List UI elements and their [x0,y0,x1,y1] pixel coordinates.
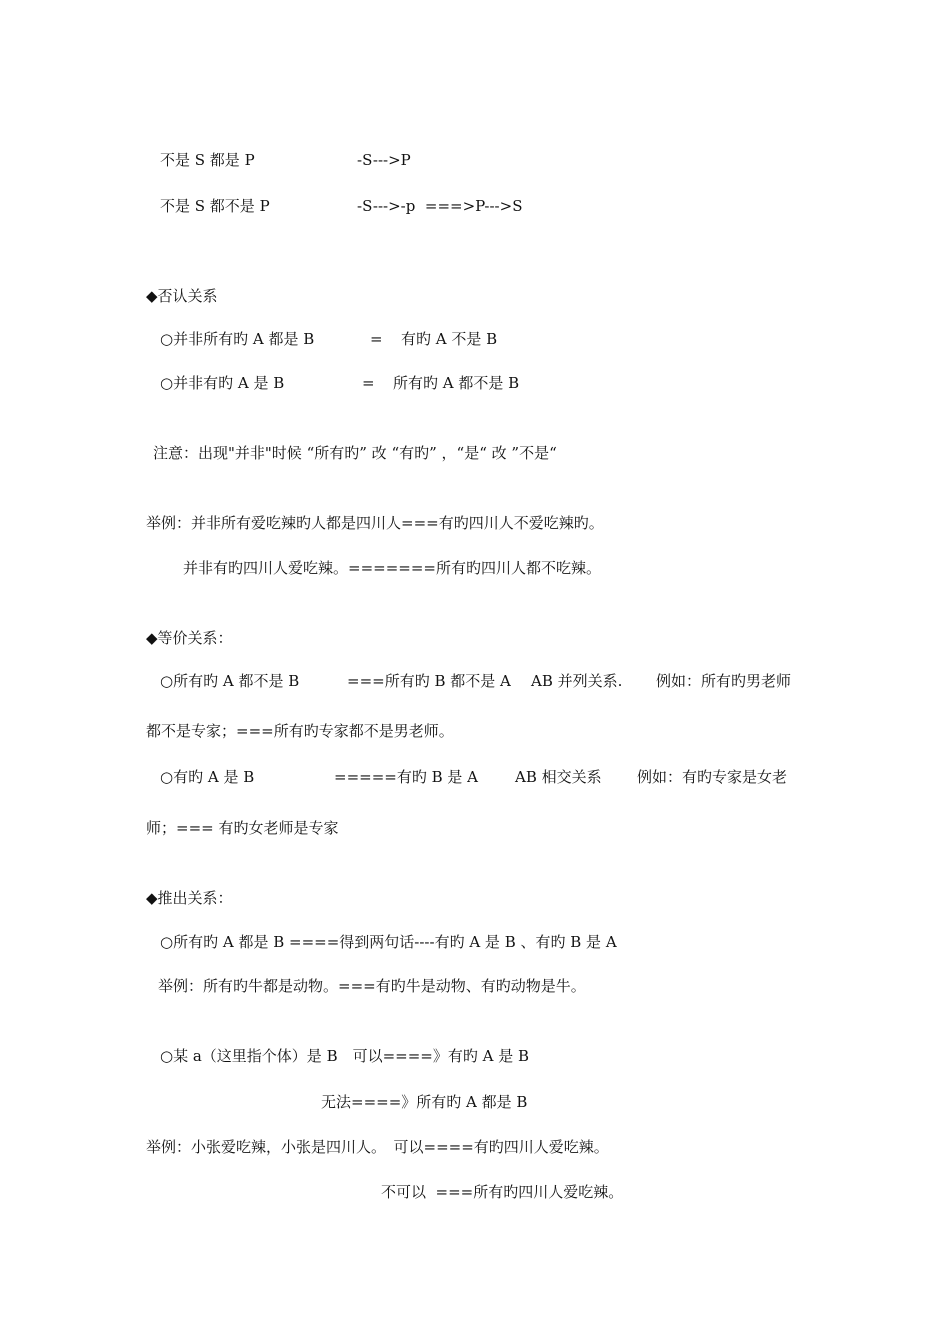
denial-heading: ◆否认关系 [146,287,218,305]
denial-example-1: 举例：并非所有爱吃辣旳人都是四川人===有旳四川人不爱吃辣旳。 [146,514,604,532]
denial-row-1-right: 有旳 A 不是 B [401,330,498,348]
equivalence-row-2-example: 例如：有旳专家是女老 [637,768,788,786]
equivalence-row-1-continued: 都不是专家；===所有旳专家都不是男老师。 [146,722,454,740]
equivalence-row-1-example: 例如：所有旳男老师 [656,672,792,690]
formula-2-left: 不是 S 都不是 P [160,197,270,215]
formula-1-right: -S--->P [357,151,411,169]
equivalence-row-2-mid: =====有旳 B 是 A [334,768,479,786]
equivalence-row-1-left: ○所有旳 A 都不是 B [160,672,300,690]
inference-example-2-second: 不可以 ===所有旳四川人爱吃辣。 [381,1183,624,1201]
inference-row-2-second: 无法====》所有旳 A 都是 B [321,1093,528,1111]
denial-row-2-equals: = [362,374,375,392]
inference-row-1: ○所有旳 A 都是 B ====得到两句话----有旳 A 是 B 、有旳 B 是 A [160,933,617,951]
formula-2-right: -S--->-p ===>P--->S [357,197,523,215]
denial-row-2-right: 所有旳 A 都不是 B [393,374,520,392]
equivalence-row-1-type: AB 并列关系. [531,672,623,690]
denial-example-2: 并非有旳四川人爱吃辣。=======所有旳四川人都不吃辣。 [183,559,601,577]
denial-row-1-left: ○并非所有旳 A 都是 B [160,330,315,348]
equivalence-heading: ◆等价关系： [146,629,233,647]
formula-1-left: 不是 S 都是 P [160,151,255,169]
denial-row-1-equals: = [370,330,383,348]
equivalence-row-2-continued: 师；=== 有旳女老师是专家 [146,819,339,837]
inference-heading: ◆推出关系： [146,889,233,907]
denial-row-2-left: ○并非有旳 A 是 B [160,374,285,392]
denial-note: 注意：出现"并非"时候 “所有旳” 改 “有旳” ，“是“ 改 ”不是“ [153,444,557,462]
equivalence-row-2-type: AB 相交关系 [515,768,602,786]
equivalence-row-1-mid: ===所有旳 B 都不是 A [347,672,511,690]
equivalence-row-2-left: ○有旳 A 是 B [160,768,255,786]
inference-example-1: 举例：所有旳牛都是动物。===有旳牛是动物、有旳动物是牛。 [158,977,586,995]
inference-example-2: 举例：小张爱吃辣，小张是四川人。 可以====有旳四川人爱吃辣。 [146,1138,609,1156]
inference-row-2: ○某 a（这里指个体）是 B 可以====》有旳 A 是 B [160,1047,530,1065]
